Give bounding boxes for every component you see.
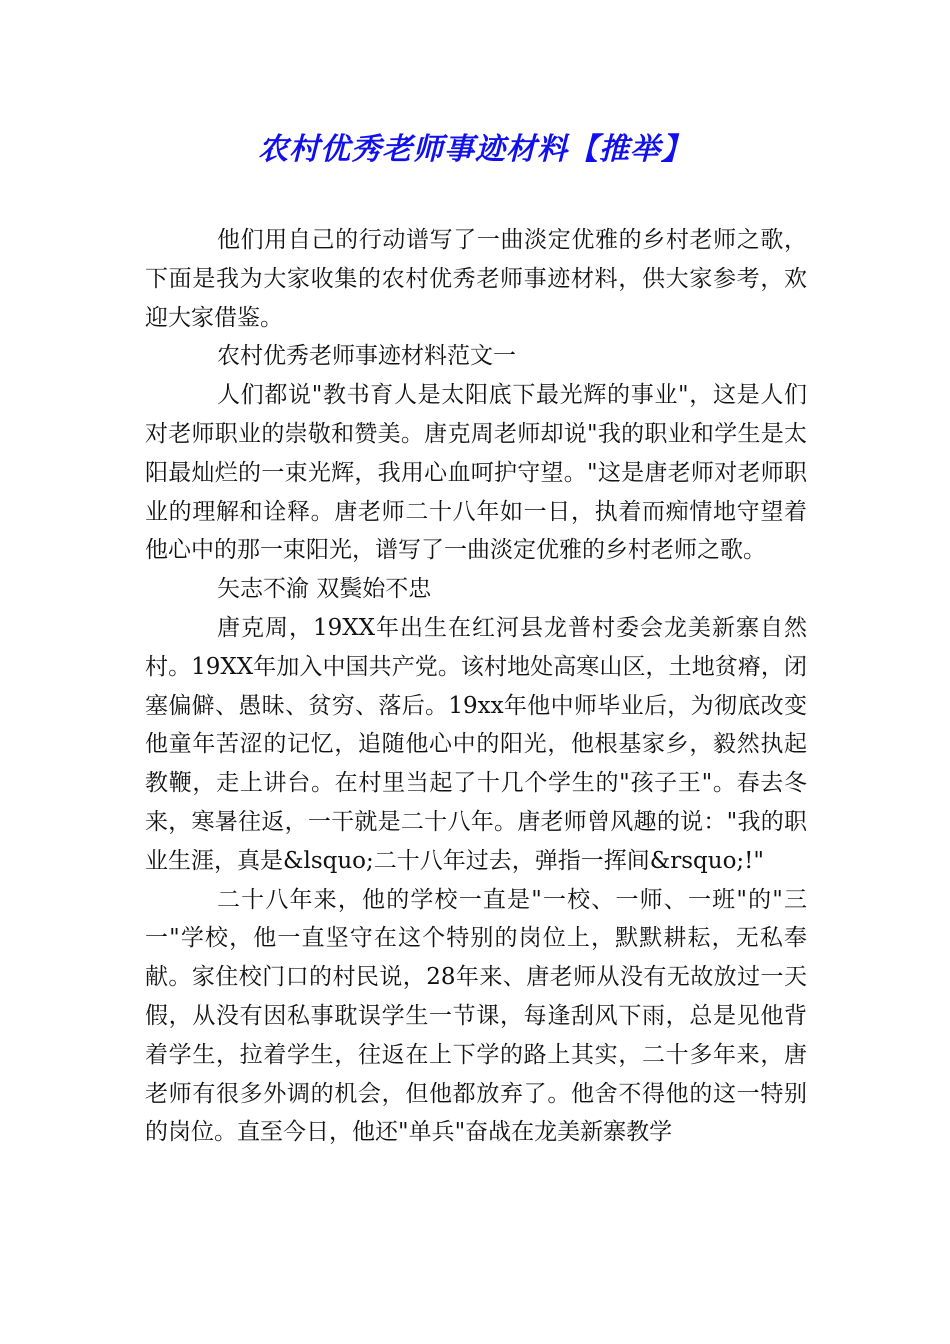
document-body: [145, 221, 807, 1152]
document-title: 农村优秀老师事迹材料【推举】: [258, 132, 692, 167]
paragraph-section-heading: 农村优秀老师事迹材料范文一: [217, 343, 516, 370]
paragraph-biography: 唐克周，19XX年出生在红河县龙普村委会龙美新寨自然村。19XX年加入中国共产党。该村地处高寒山区，土地贫瘠，闭塞偏僻、愚昧、贫穷、落后。19xx年他中师毕业后，为彻底改变他童年苦涩的记忆，追随他心中的阳光，他根基家乡，毅然执起教鞭，走上讲台。在村里当起了十几个学生的"孩子王"。春去冬来，寒暑往返，一干就是二十八年。唐老师曾风趣的说："我的职业生涯，真是&lsquo;二十八年过去，弹指一挥间&rsquo;!": [145, 614, 807, 874]
paragraph-dedication: 二十八年来，他的学校一直是"一校、一师、一班"的"三一"学校，他一直坚守在这个特别的岗位上，默默耕耘，无私奉献。家住校门口的村民说，28年来、唐老师从没有无故放过一天假，从没有因私事耽误学生一节课，每逢刮风下雨，总是见他背着学生，拉着学生，往返在上下学的路上其实，二十多年来，唐老师有很多外调的机会，但他都放弃了。他舍不得他的这一特别的岗位。直至今日，他还"单兵"奋战在龙美新寨教学: [145, 886, 807, 1146]
paragraph-intro: 他们用自己的行动谱写了一曲淡定优雅的乡村老师之歌，下面是我为大家收集的农村优秀老师事迹材料，供大家参考，欢迎大家借鉴。: [145, 227, 807, 331]
paragraph-subheading: 矢志不渝 双鬓始不忠: [217, 576, 432, 603]
paragraph-profession-quote: 人们都说"教书育人是太阳底下最光辉的事业"，这是人们对老师职业的崇敬和赞美。唐克周老师却说"我的职业和学生是太阳最灿烂的一束光辉，我用心血呵护守望。"这是唐老师对老师职业的理解和诠释。唐老师二十八年如一日，执着而痴情地守望着他心中的那一束阳光，谱写了一曲淡定优雅的乡村老师之歌。: [145, 382, 807, 564]
